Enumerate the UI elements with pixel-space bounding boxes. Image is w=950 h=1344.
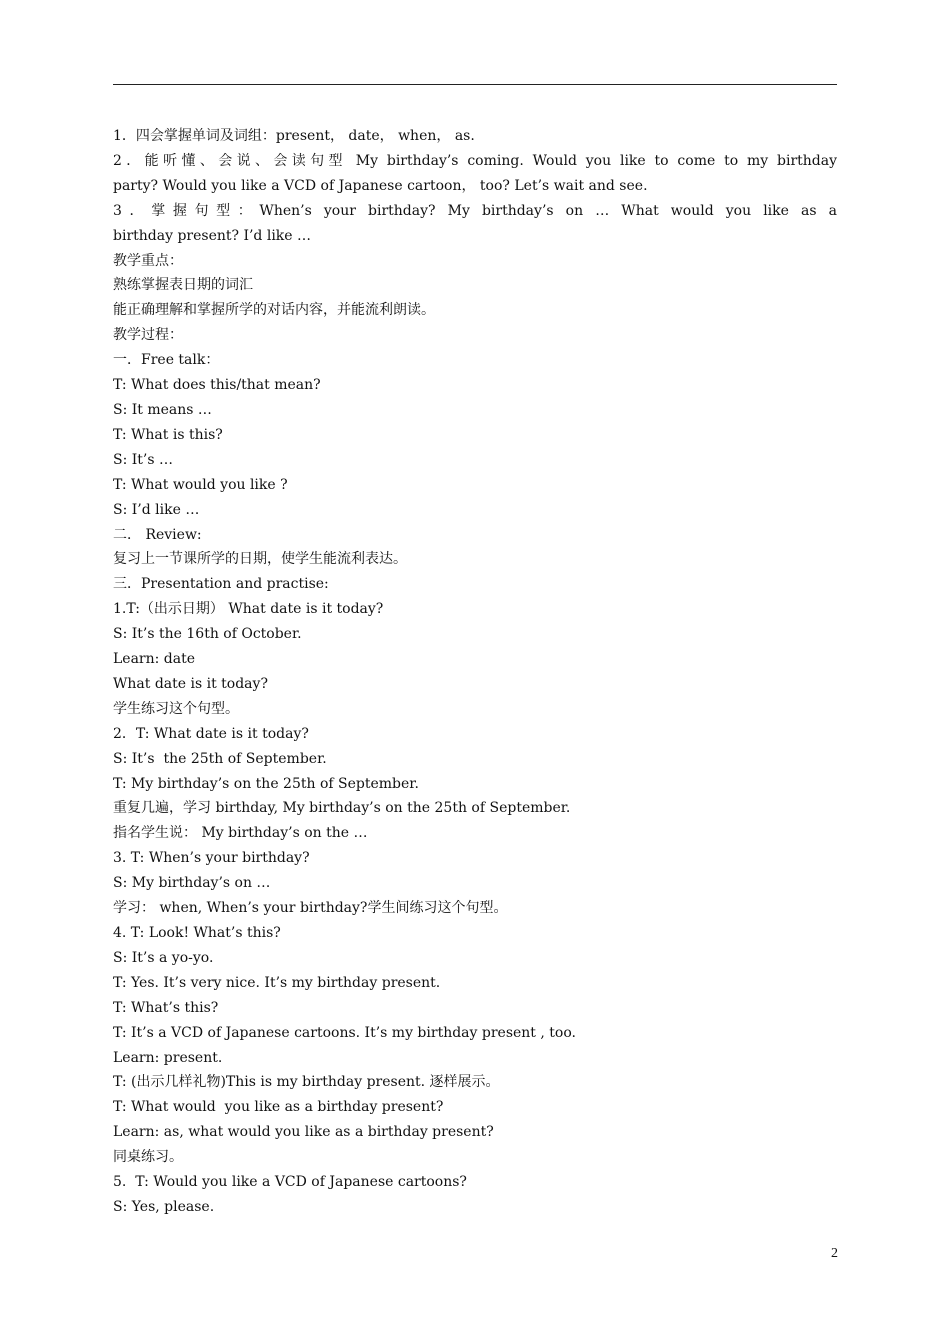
text-line: S: Yes, please.: [113, 1198, 215, 1215]
header-rule: [113, 84, 837, 85]
step-heading: 一．Free talk：: [113, 352, 220, 369]
section-heading: 教学过程：: [113, 327, 183, 344]
step-heading: 二． Review:: [113, 526, 202, 543]
text-line: S: It means …: [113, 401, 212, 418]
text-line: T: What would you like as a birthday present?: [113, 1099, 444, 1116]
text-line: 学习： when, When’s your birthday?学生间练习这个句型。: [113, 900, 508, 917]
text-line: party? Would you like a VCD of Japanese cartoon， too? Let’s wait and see.: [113, 177, 648, 194]
text-line: 熟练掌握表日期的词汇: [113, 277, 253, 294]
text-line: 1.T:（出示日期） What date is it today?: [113, 601, 384, 618]
document-body: [113, 124, 837, 1220]
text-line: S: I’d like …: [113, 501, 200, 518]
text-line: 指名学生说： My birthday’s on the …: [113, 825, 368, 842]
text-line: 重复几遍，学习 birthday, My birthday’s on the 25th of September.: [113, 800, 571, 817]
text-line: 3．掌握句型：When’s your birthday? My birthday’s on … What would you like as a: [113, 202, 837, 219]
text-line: T: What does this/that mean?: [113, 377, 321, 394]
step-heading: 三．Presentation and practise:: [113, 576, 329, 593]
text-line: 1．四会掌握单词及词组：present， date， when， as.: [113, 128, 475, 144]
section-heading: 教学重点：: [113, 252, 183, 269]
text-line: T: What’s this?: [113, 999, 219, 1016]
text-line: T: What is this?: [113, 426, 223, 443]
text-line: S: It’s …: [113, 451, 173, 468]
text-line: 4. T: Look! What’s this?: [113, 925, 281, 941]
text-line: T: (出示几样礼物)This is my birthday present. 逐样展示。: [113, 1074, 500, 1091]
text-line: 复习上一节课所学的日期，使学生能流利表达。: [113, 551, 407, 568]
text-line: S: It’s the 16th of October.: [113, 626, 302, 643]
text-line: 学生练习这个句型。: [113, 700, 239, 717]
text-line: Learn: date: [113, 651, 196, 668]
text-line: S: My birthday’s on …: [113, 875, 271, 892]
text-line: Learn: as, what would you like as a birthday present?: [113, 1124, 494, 1141]
text-line: 同桌练习。: [113, 1149, 183, 1166]
page-number: 2: [831, 1246, 838, 1261]
text-line: S: It’s a yo-yo.: [113, 949, 214, 966]
text-line: 2．T: What date is it today?: [113, 725, 309, 742]
text-line: S: It’s the 25th of September.: [113, 750, 327, 767]
text-line: 3. T: When’s your birthday?: [113, 850, 310, 867]
text-line: birthday present? I’d like …: [113, 227, 312, 244]
text-line: T: It’s a VCD of Japanese cartoons. It’s my birthday present , too.: [113, 1024, 576, 1041]
text-line: 5. T: Would you like a VCD of Japanese cartoons?: [113, 1174, 467, 1191]
text-line: 能正确理解和掌握所学的对话内容，并能流利朗读。: [113, 302, 435, 319]
text-line: 2．能听懂、会说、会读句型 My birthday’s coming. Would you like to come to my birthday: [113, 152, 837, 169]
text-line: T: My birthday’s on the 25th of September.: [113, 775, 419, 792]
text-line: What date is it today?: [113, 675, 268, 692]
text-line: Learn: present.: [113, 1049, 223, 1066]
text-line: T: What would you like ?: [113, 476, 288, 493]
text-line: T: Yes. It’s very nice. It’s my birthday present.: [113, 974, 441, 991]
